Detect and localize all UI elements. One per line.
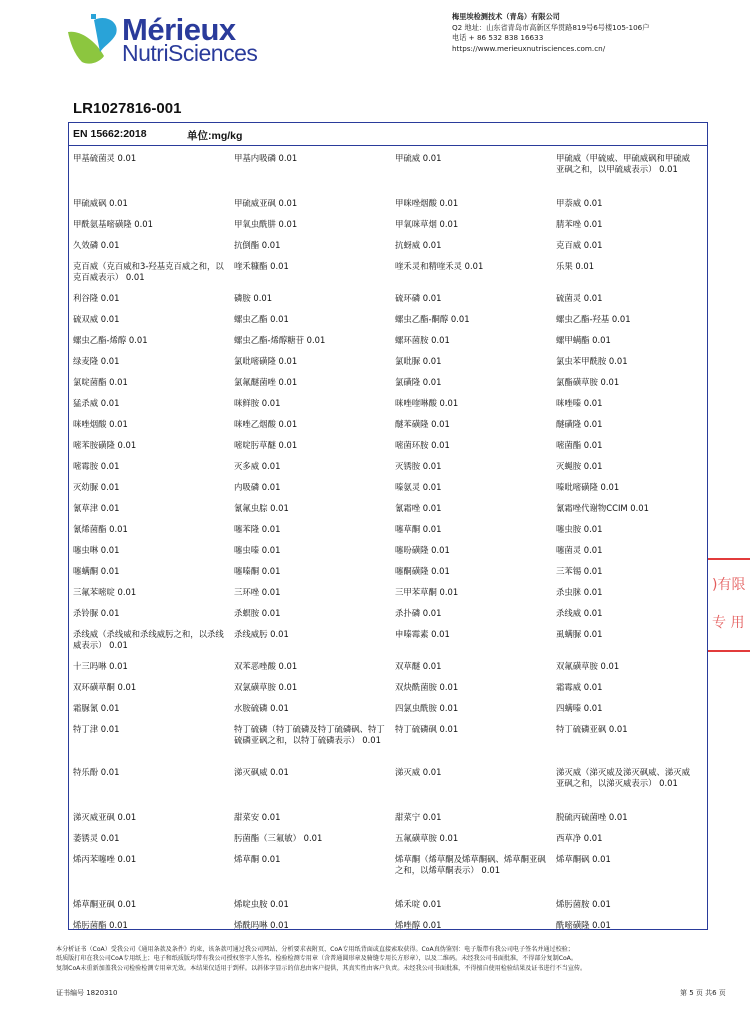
table-cell: 噻酮磺隆 0.01 (395, 566, 450, 576)
table-cell: 氰霜唑代谢物CCIM 0.01 (556, 503, 649, 513)
table-cell: 杀线威肟 0.01 (234, 629, 289, 639)
unit-label: 单位:mg/kg (187, 130, 243, 142)
table-cell: 利谷隆 0.01 (73, 293, 120, 303)
table-cell: 乐果 0.01 (556, 261, 595, 271)
table-cell: 灭多威 0.01 (234, 461, 281, 471)
table-cell: 烯禾啶 0.01 (395, 899, 442, 909)
table-row (73, 198, 705, 219)
table-row (73, 545, 705, 566)
results-table (68, 122, 708, 930)
table-cell: 氯啶菌酯 0.01 (73, 377, 128, 387)
certificate-number: 证书编号 1820310 (56, 989, 118, 997)
table-cell: 噻虫胺 0.01 (556, 524, 603, 534)
company-info (452, 12, 649, 54)
table-cell: 烯草酮砜 0.01 (556, 854, 611, 864)
table-cell: 涕灭威（涕灭威及涕灭砜威、涕灭威亚砜之和，以涕灭威表示） 0.01 (556, 767, 690, 788)
table-row (73, 854, 705, 899)
table-cell: 醚苯磺隆 0.01 (395, 419, 450, 429)
table-row (73, 377, 705, 398)
table-row (73, 503, 705, 524)
method-standard: EN 15662:2018 (73, 128, 147, 140)
stamp-text-2: 专 用 (712, 615, 745, 631)
table-cell: 三甲苯草酮 0.01 (395, 587, 459, 597)
company-name: 梅里埃检测技术（青岛）有限公司 (452, 12, 560, 21)
table-cell: 螺虫乙酯 0.01 (234, 314, 289, 324)
table-cell: 氯吡嘧磺隆 0.01 (234, 356, 298, 366)
table-cell: 氰霜唑 0.01 (395, 503, 442, 513)
red-seal-stamp (708, 558, 750, 652)
table-cell: 氰草津 0.01 (73, 503, 120, 513)
table-row (73, 482, 705, 503)
table-row (73, 899, 705, 920)
table-cell: 醚磺隆 0.01 (556, 419, 603, 429)
table-cell: 杀螟胺 0.01 (234, 608, 281, 618)
table-cell: 氯吡脲 0.01 (395, 356, 442, 366)
table-row (73, 314, 705, 335)
page-number: 第 5 页 共6 页 (680, 989, 726, 997)
table-row (73, 153, 705, 198)
table-cell: 虱螨脲 0.01 (556, 629, 603, 639)
table-cell: 烯啶虫胺 0.01 (234, 899, 289, 909)
table-header (69, 123, 707, 146)
table-cell: 氯磺隆 0.01 (395, 377, 442, 387)
table-row (73, 566, 705, 587)
table-cell: 克百威 0.01 (556, 240, 603, 250)
table-cell: 萎锈灵 0.01 (73, 833, 120, 843)
table-cell: 氯氟醚菌唑 0.01 (234, 377, 298, 387)
table-cell: 噻虫嗪 0.01 (234, 545, 281, 555)
disclaimer (56, 945, 716, 973)
table-cell: 特丁硫磷亚砜 0.01 (556, 724, 628, 734)
table-cell: 咪唑喹啉酸 0.01 (395, 398, 459, 408)
table-row (73, 219, 705, 240)
table-cell: 嘧菌环胺 0.01 (395, 440, 450, 450)
table-cell: 甲硫威 0.01 (395, 153, 442, 163)
table-cell: 杀线威 0.01 (556, 608, 603, 618)
table-cell: 涕灭威 0.01 (395, 767, 442, 777)
table-row (73, 767, 705, 812)
table-cell: 肟菌酯（三氟敏） 0.01 (234, 833, 323, 843)
table-cell: 三苯锡 0.01 (556, 566, 603, 576)
table-cell: 猛杀威 0.01 (73, 398, 120, 408)
table-cell: 特丁硫磷（特丁硫磷及特丁硫磷砜、特丁硫磷亚砜之和，以特丁硫磷表示） 0.01 (234, 724, 385, 745)
table-cell: 西草净 0.01 (556, 833, 603, 843)
table-cell: 特乐酚 0.01 (73, 767, 120, 777)
table-row (73, 629, 705, 661)
table-cell: 久效磷 0.01 (73, 240, 120, 250)
table-cell: 噻嗪酮 0.01 (234, 566, 281, 576)
table-cell: 双草醚 0.01 (395, 661, 442, 671)
table-cell: 杀扑磷 0.01 (395, 608, 442, 618)
table-cell: 甜菜宁 0.01 (395, 812, 442, 822)
table-row (73, 356, 705, 377)
table-cell: 嘧菌酯 0.01 (556, 440, 603, 450)
table-cell: 内吸磷 0.01 (234, 482, 281, 492)
brand-subname: NutriSciences (122, 40, 258, 66)
table-row (73, 335, 705, 356)
table-cell: 噻苯隆 0.01 (234, 524, 281, 534)
table-row (73, 724, 705, 767)
table-cell: 双炔酰菌胺 0.01 (395, 682, 459, 692)
company-address: Q2 地址：山东省青岛市高新区华贯路819号6号楼105-106户 (452, 22, 650, 32)
table-row (73, 240, 705, 261)
table-cell: 咪唑烟酸 0.01 (73, 419, 128, 429)
table-cell: 绿麦隆 0.01 (73, 356, 120, 366)
table-row (73, 661, 705, 682)
table-row (73, 682, 705, 703)
table-cell: 涕灭威亚砜 0.01 (73, 812, 137, 822)
table-cell: 氯虫苯甲酰胺 0.01 (556, 356, 628, 366)
table-row (73, 440, 705, 461)
table-cell: 硫环磷 0.01 (395, 293, 442, 303)
table-cell: 双环磺草酮 0.01 (73, 682, 137, 692)
table-cell: 甲硫威亚砜 0.01 (234, 198, 298, 208)
table-cell: 杀线威（杀线威和杀线威肟之和，以杀线威表示） 0.01 (73, 629, 224, 650)
table-cell: 四氯虫酰胺 0.01 (395, 703, 459, 713)
table-row (73, 812, 705, 833)
brand-name: Mérieux (122, 12, 236, 47)
table-cell: 烯草酮（烯草酮及烯草酮砜、烯草酮亚砜之和，以烯草酮表示） 0.01 (395, 854, 546, 875)
table-cell: 腈苯唑 0.01 (556, 219, 603, 229)
table-cell: 烯肟菌胺 0.01 (556, 899, 611, 909)
table-cell: 氰烯菌酯 0.01 (73, 524, 128, 534)
disclaimer-line-1: 本分析证书（CoA）受我公司《通用条款及条件》约束，该条款可通过我公司网站、分析要求表附页、CoA专用纸背面或直接索取获得。CoA真伪鉴别：电子版带有我公司电子签名并通过校验； (56, 946, 574, 953)
table-row (73, 608, 705, 629)
table-cell: 甲硫威砜 0.01 (73, 198, 128, 208)
mark-blue-square (91, 14, 96, 19)
table-cell: 脱硫丙硫菌唑 0.01 (556, 812, 628, 822)
table-cell: 螺甲螨酯 0.01 (556, 335, 611, 345)
table-cell: 灭幼脲 0.01 (73, 482, 120, 492)
analyte-grid (73, 153, 705, 941)
table-cell: 甲硫威（甲硫威、甲硫威砜和甲硫威亚砜之和，以甲硫威表示） 0.01 (556, 153, 690, 174)
table-cell: 甲氧虫酰肼 0.01 (234, 219, 298, 229)
table-cell: 嘧苯胺磺隆 0.01 (73, 440, 137, 450)
table-cell: 水胺硫磷 0.01 (234, 703, 289, 713)
table-cell: 喹禾糠酯 0.01 (234, 261, 289, 271)
table-cell: 甲基硫菌灵 0.01 (73, 153, 137, 163)
table-cell: 嗪吡嘧磺隆 0.01 (556, 482, 620, 492)
table-cell: 烯酰吗啉 0.01 (234, 920, 289, 930)
table-cell: 嗪氨灵 0.01 (395, 482, 442, 492)
table-cell: 硫双威 0.01 (73, 314, 120, 324)
company-phone: 电话 + 86 532 838 16633 (452, 33, 544, 42)
table-cell: 氯酯磺草胺 0.01 (556, 377, 620, 387)
table-cell: 特丁津 0.01 (73, 724, 120, 734)
table-cell: 十三吗啉 0.01 (73, 661, 128, 671)
table-cell: 噻螨酮 0.01 (73, 566, 120, 576)
table-cell: 抗蚜威 0.01 (395, 240, 442, 250)
stamp-text-1: )有限 (712, 577, 746, 593)
table-cell: 申嗪霉素 0.01 (395, 629, 450, 639)
table-row (73, 261, 705, 293)
table-cell: 三氟苯嘧啶 0.01 (73, 587, 137, 597)
table-cell: 克百威（克百威和3-羟基克百威之和，以克百威表示） 0.01 (73, 261, 224, 282)
disclaimer-line-2: 纸质版打印在我公司CoA专用纸上；电子和纸质版均带有我公司授权签字人签名、检验检测专用章（含普通圆形章及骑缝专用长方形章），以及二维码。未经我公司书面批准，不得部分复制CoA。 (56, 955, 577, 963)
table-cell: 灭蝇胺 0.01 (556, 461, 603, 471)
table-cell: 甲酰氨基嘧磺隆 0.01 (73, 219, 153, 229)
table-cell: 灭锈胺 0.01 (395, 461, 442, 471)
table-cell: 噻吩磺隆 0.01 (395, 545, 450, 555)
table-cell: 抗倒酯 0.01 (234, 240, 281, 250)
table-row (73, 398, 705, 419)
table-cell: 烯丙苯噻唑 0.01 (73, 854, 137, 864)
table-cell: 甲基内吸磷 0.01 (234, 153, 298, 163)
table-cell: 甲咪唑烟酸 0.01 (395, 198, 459, 208)
table-cell: 硫菌灵 0.01 (556, 293, 603, 303)
table-cell: 特丁硫磷砜 0.01 (395, 724, 459, 734)
table-row (73, 293, 705, 314)
table-cell: 咪鲜胺 0.01 (234, 398, 281, 408)
table-row (73, 419, 705, 440)
table-row (73, 703, 705, 724)
table-cell: 霜脲氰 0.01 (73, 703, 120, 713)
table-row (73, 461, 705, 482)
table-cell: 嘧霉胺 0.01 (73, 461, 120, 471)
table-row (73, 920, 705, 941)
table-row (73, 524, 705, 545)
table-cell: 五氟磺草胺 0.01 (395, 833, 459, 843)
table-cell: 螺虫乙酯-羟基 0.01 (556, 314, 631, 324)
table-cell: 嘧啶肟草醚 0.01 (234, 440, 298, 450)
table-cell: 噻菌灵 0.01 (556, 545, 603, 555)
table-cell: 烯草酮亚砜 0.01 (73, 899, 137, 909)
table-cell: 喹禾灵和精喹禾灵 0.01 (395, 261, 484, 271)
table-cell: 氰氟虫腙 0.01 (234, 503, 289, 513)
table-row (73, 833, 705, 854)
table-cell: 磷胺 0.01 (234, 293, 273, 303)
table-cell: 咪唑乙烟酸 0.01 (234, 419, 298, 429)
table-cell: 四螨嗪 0.01 (556, 703, 603, 713)
table-cell: 三环唑 0.01 (234, 587, 281, 597)
table-cell: 烯唑醇 0.01 (395, 920, 442, 930)
disclaimer-line-3: 复制CoA未重新加盖我公司检验检测专用章无效。本结果仅适用于到样。以斜体字显示的信息由客户提供，其真实性由客户负责。未经我公司书面批准，不得擅自使用检验结果及证书进行不当宣传。 (56, 964, 587, 972)
table-cell: 酰嘧磺隆 0.01 (556, 920, 611, 930)
table-cell: 涕灭砜威 0.01 (234, 767, 289, 777)
table-cell: 螺虫乙酯-酮醇 0.01 (395, 314, 470, 324)
table-cell: 霜霉威 0.01 (556, 682, 603, 692)
table-cell: 烯草酮 0.01 (234, 854, 281, 864)
table-cell: 双氯磺草胺 0.01 (234, 682, 298, 692)
table-cell: 噻虫啉 0.01 (73, 545, 120, 555)
table-row (73, 587, 705, 608)
table-cell: 噻草酮 0.01 (395, 524, 442, 534)
company-website: https://www.merieuxnutrisciences.com.cn/ (452, 43, 606, 53)
table-cell: 杀铃脲 0.01 (73, 608, 120, 618)
table-cell: 甜菜安 0.01 (234, 812, 281, 822)
report-number: LR1027816-001 (73, 100, 182, 117)
table-cell: 咪唑嗪 0.01 (556, 398, 603, 408)
table-cell: 螺虫乙酯-烯醇 0.01 (73, 335, 148, 345)
table-cell: 螺环菌胺 0.01 (395, 335, 450, 345)
table-cell: 甲氧咪草烟 0.01 (395, 219, 459, 229)
table-cell: 双氟磺草胺 0.01 (556, 661, 620, 671)
table-cell: 双苯恶唑酸 0.01 (234, 661, 298, 671)
table-cell: 甲萘威 0.01 (556, 198, 603, 208)
table-cell: 杀虫脒 0.01 (556, 587, 603, 597)
table-cell: 烯肟菌酯 0.01 (73, 920, 128, 930)
table-cell: 螺虫乙酯-烯醇糖苷 0.01 (234, 335, 326, 345)
